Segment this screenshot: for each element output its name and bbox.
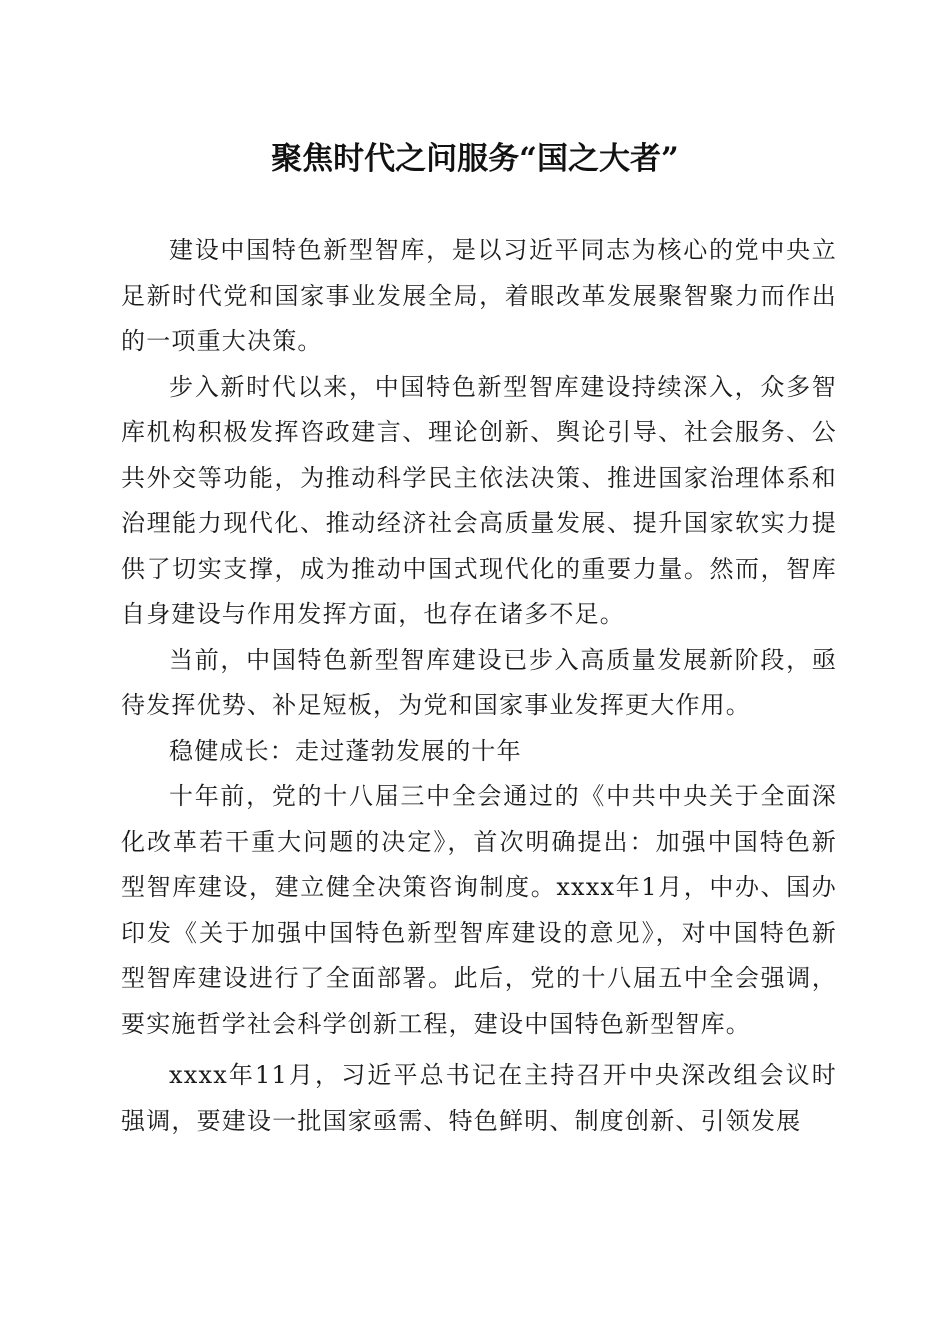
paragraph-ten-years: 十年前，党的十八届三中全会通过的《中共中央关于全面深化改革若干重大问题的决定》，首次明确提出：加强中国特色新型智库建设，建立健全决策咨询制度。xxxx年1月，中办、国办印发《关于加强中国特色新型智库建设的意见》，对中国特色新型智库建设进行了全面部署。此后，党的十八届五中全会强调，要实施哲学社会科学创新工程，建设中国特色新型智库。 xyxy=(121,782,837,1038)
paragraph-intro: 建设中国特色新型智库，是以习近平同志为核心的党中央立足新时代党和国家事业发展全局，着眼改革发展聚智聚力而作出的一项重大决策。 xyxy=(121,236,837,355)
section-heading: 稳健成长：走过蓬勃发展的十年 xyxy=(169,736,522,765)
document-title: 聚焦时代之问服务“国之大者” xyxy=(271,141,679,177)
paragraph-current: 当前，中国特色新型智库建设已步入高质量发展新阶段，亟待发挥优势、补足短板，为党和国家事业发挥更大作用。 xyxy=(121,645,837,719)
paragraph-new-era: 步入新时代以来，中国特色新型智库建设持续深入，众多智库机构积极发挥咨政建言、理论创新、舆论引导、社会服务、公共外交等功能，为推动科学民主依法决策、推进国家治理体系和治理能力现代化、推动经济社会高质量发展、提升国家软实力提供了切实支撑，成为推动中国式现代化的重要力量。然而，智库自身建设与作用发挥方面，也存在诸多不足。 xyxy=(121,372,837,628)
document-body xyxy=(121,228,837,1144)
paragraph-november: xxxx年11月，习近平总书记在主持召开中央深改组会议时强调，要建设一批国家亟需、特色鲜明、制度创新、引领发展 xyxy=(121,1061,837,1135)
